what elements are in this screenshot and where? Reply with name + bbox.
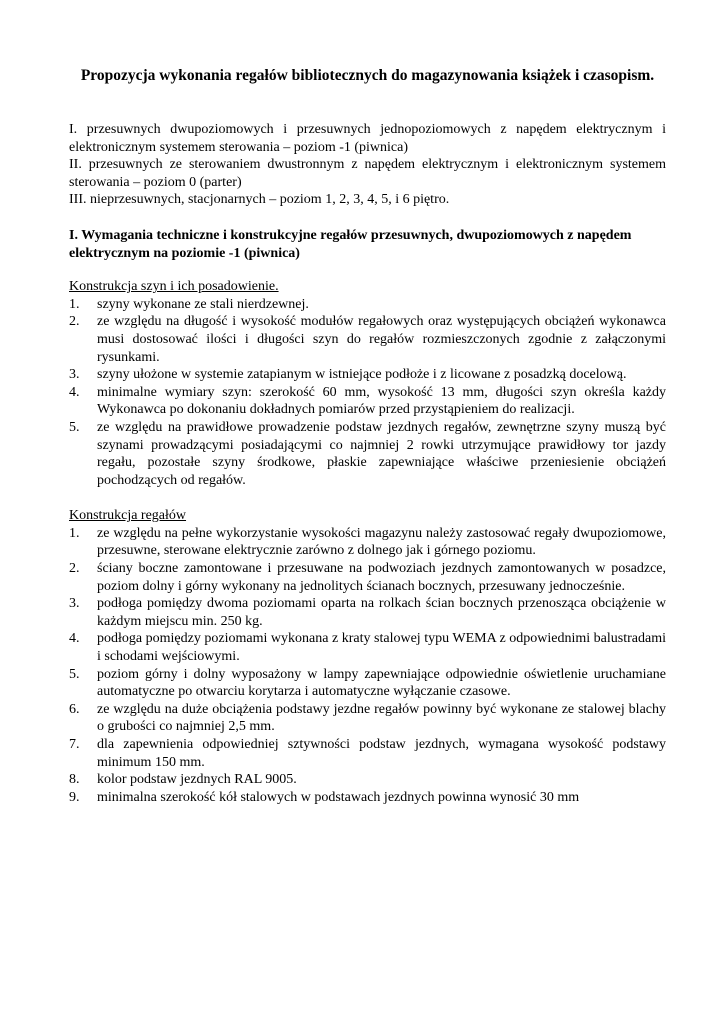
list-text: podłoga pomiędzy dwoma poziomami oparta na rolkach ścian bocznych przenosząca obciążenie w każdym miejscu min. 250 kg. bbox=[97, 596, 666, 629]
list-item bbox=[69, 771, 666, 789]
list-number: 4. bbox=[69, 631, 80, 647]
list-text: ze względu na długość i wysokość modułów regałowych oraz występujących obciążeń wykonawca musi dostosować ilości i długości szyn do regałów rozmieszczonych zgodnie z załączonymi rysunkami. bbox=[97, 314, 666, 365]
list-item bbox=[69, 313, 666, 366]
list-item bbox=[69, 789, 666, 807]
list-item bbox=[69, 419, 666, 489]
list-text: poziom górny i dolny wyposażony w lampy zapewniające odpowiednie oświetlenie uruchamiane automatyczne po otwarciu korytarza i automatyczne wyłączanie czasowe. bbox=[97, 666, 666, 700]
list-text: dla zapewnienia odpowiedniej sztywności podstaw jezdnych, wymagana wysokość podstawy minimum 150 mm. bbox=[97, 737, 666, 770]
list-text: minimalna szerokość kół stalowych w podstawach jezdnych powinna wynosić 30 mm bbox=[97, 789, 580, 805]
list-item bbox=[69, 560, 666, 595]
list-number: 3. bbox=[69, 367, 80, 383]
list-number: 4. bbox=[69, 384, 80, 400]
list-text: podłoga pomiędzy poziomami wykonana z kraty stalowej typu WEMA z odpowiednimi balustradami i schodami wejściowymi. bbox=[97, 631, 666, 665]
list-item bbox=[69, 736, 666, 771]
list-item bbox=[69, 296, 666, 314]
list-number: 8. bbox=[69, 772, 80, 788]
list-number: 7. bbox=[69, 737, 80, 752]
document-title: Propozycja wykonania regałów bibliotecznych do magazynowania książek i czasopism. bbox=[80, 67, 655, 84]
list-number: 9. bbox=[69, 789, 80, 805]
list-number: 5. bbox=[69, 666, 80, 682]
list-item bbox=[69, 630, 666, 665]
list-item bbox=[69, 384, 666, 419]
list-text: ze względu na pełne wykorzystanie wysokości magazynu należy zastosować regały dwupoziomowe, przesuwne, sterowane elektrycznie zarówno z dolnego jak i górnego poziomu. bbox=[97, 525, 666, 559]
list-number: 1. bbox=[69, 296, 80, 312]
list-number: 2. bbox=[69, 314, 80, 330]
list-item bbox=[69, 701, 666, 736]
list-text: ze względu na duże obciążenia podstawy jezdne regałów powinny być wykonane ze stalowej blachy o grubości co najmniej 2,5 mm. bbox=[97, 701, 666, 735]
list-number: 2. bbox=[69, 561, 80, 577]
list-number: 3. bbox=[69, 596, 80, 612]
list-item bbox=[69, 595, 666, 630]
list-text: ze względu na prawidłowe prowadzenie podstaw jezdnych regałów, zewnętrzne szyny muszą być szynami prowadzącymi posiadającymi co najmniej 2 rowki utrzymujące prawidłowy tor jazdy regału, pozostałe szyny środkowe, płaskie zapewniające właściwe przeniesienie obciążeń pochodzących od regałów. bbox=[97, 419, 666, 488]
intro-item: II. przesuwnych ze sterowaniem dwustronnym z napędem elektrycznym i elektronicznym systemem sterowania – poziom 0 (parter) bbox=[69, 157, 666, 190]
list-text: kolor podstaw jezdnych RAL 9005. bbox=[97, 772, 297, 788]
spacer bbox=[69, 489, 666, 507]
shelves-heading: Konstrukcja regałów bbox=[69, 508, 187, 524]
intro-item: III. nieprzesuwnych, stacjonarnych – poziom 1, 2, 3, 4, 5, i 6 piętro. bbox=[69, 192, 450, 208]
section-heading: I. Wymagania techniczne i konstrukcyjne regałów przesuwnych, dwupoziomowych z napędem elektrycznym na poziomie -1 (piwnica) bbox=[69, 227, 632, 261]
list-text: szyny wykonane ze stali nierdzewnej. bbox=[97, 296, 309, 312]
document-page bbox=[69, 66, 666, 806]
list-item bbox=[69, 366, 666, 384]
list-number: 6. bbox=[69, 701, 80, 717]
intro-item: I. przesuwnych dwupoziomowych i przesuwnych jednopoziomowych z napędem elektrycznym i elektronicznym systemem sterowania – poziom -1 (piwnica) bbox=[69, 122, 666, 155]
intro-list bbox=[69, 121, 666, 209]
shelves-list bbox=[69, 525, 666, 807]
list-text: szyny ułożone w systemie zatapianym w istniejące podłoże i z licowane z posadzką docelową. bbox=[97, 367, 627, 383]
rails-list bbox=[69, 296, 666, 490]
list-text: ściany boczne zamontowane i przesuwane na podwoziach jezdnych zamontowanych w posadzce, poziom dolny i górny wykonany na jednolitych ścianach bocznych, przesuwany jednocześnie. bbox=[97, 561, 666, 594]
list-text: minimalne wymiary szyn: szerokość 60 mm, wysokość 13 mm, długości szyn określa każdy Wykonawca po dokonaniu dokładnych pomiarów przed przystąpieniem do realizacji. bbox=[97, 384, 666, 418]
list-number: 5. bbox=[69, 419, 80, 435]
list-item bbox=[69, 666, 666, 701]
list-item bbox=[69, 525, 666, 560]
rails-heading: Konstrukcja szyn i ich posadowienie. bbox=[69, 279, 279, 295]
list-number: 1. bbox=[69, 525, 80, 541]
